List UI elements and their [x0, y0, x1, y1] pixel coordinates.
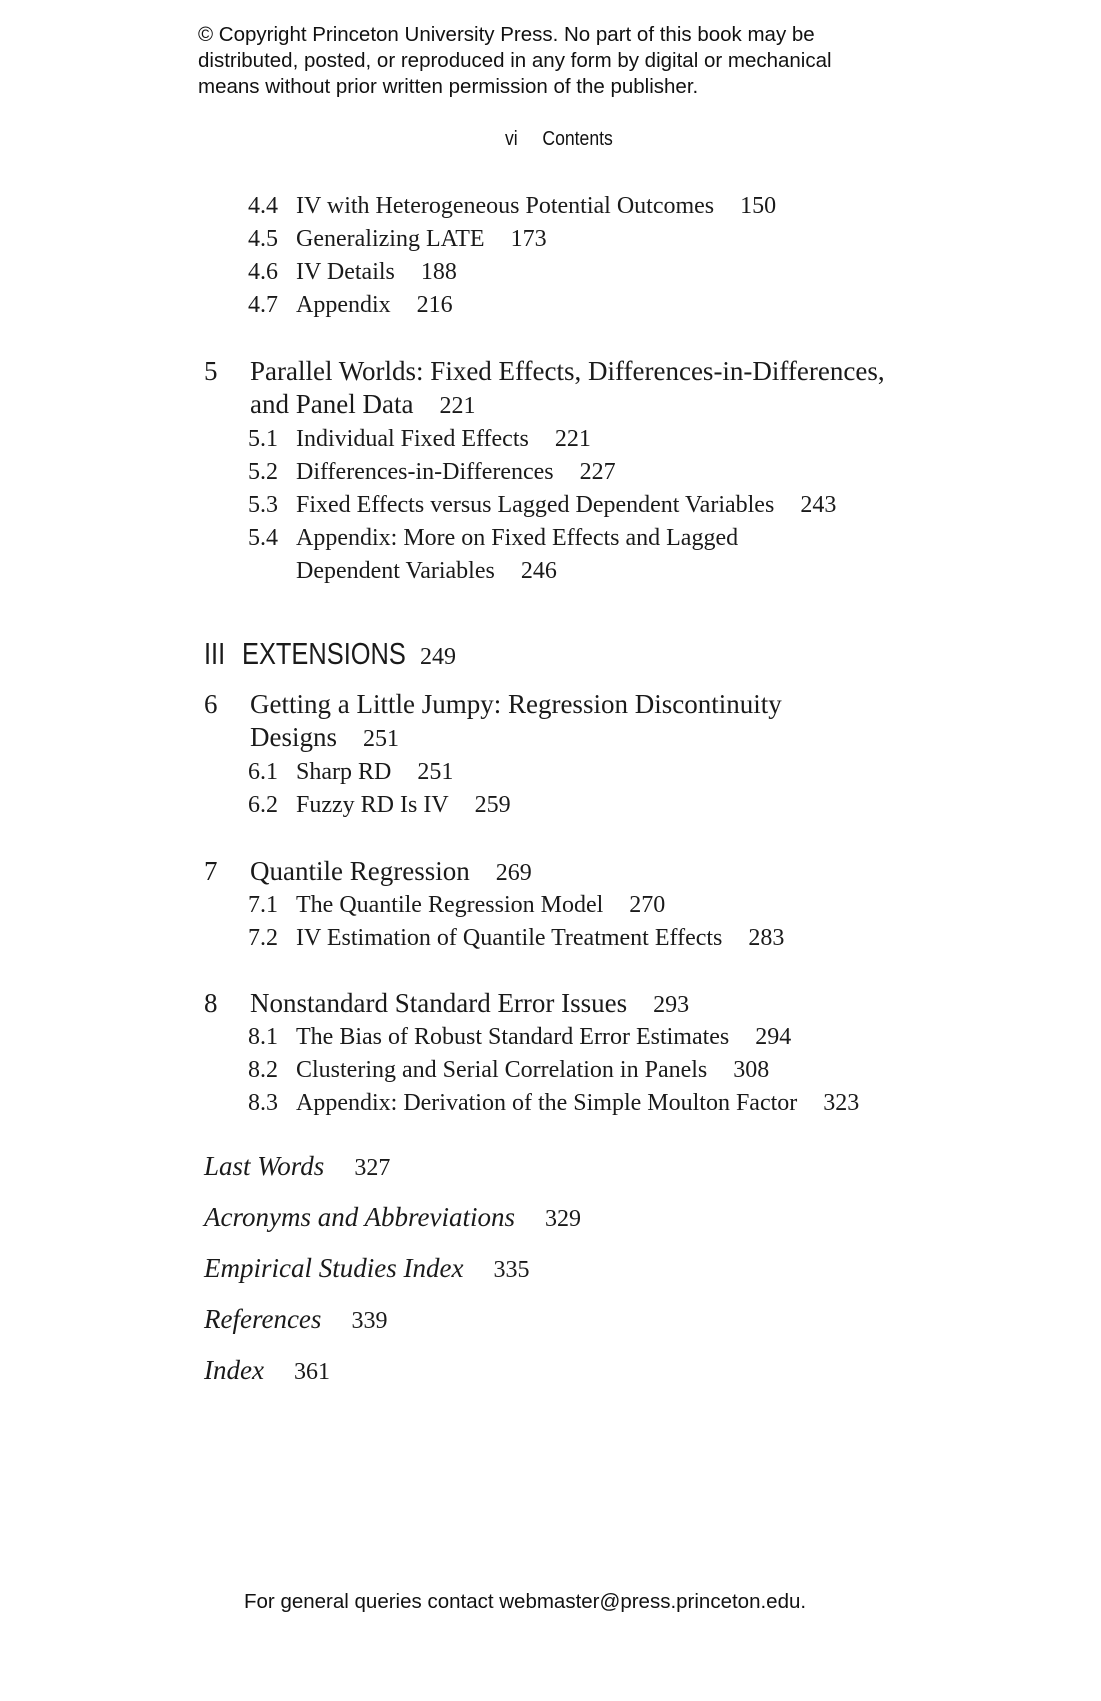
back-matter-page: 327 — [354, 1155, 391, 1181]
section-page: 283 — [748, 925, 785, 951]
section-number: 5.3 — [248, 492, 278, 518]
running-head — [505, 128, 613, 151]
section-number: 5.1 — [248, 426, 278, 452]
section-page: 227 — [579, 459, 616, 485]
toc-section-4-7 — [248, 292, 453, 319]
chapter-title: Getting a Little Jumpy: Regression Discontinuity — [250, 689, 782, 719]
section-title: Appendix: Derivation of the Simple Moulton Factor — [296, 1090, 798, 1116]
section-title: Clustering and Serial Correlation in Panels — [296, 1057, 708, 1083]
section-title: The Quantile Regression Model — [296, 892, 604, 918]
section-page: 173 — [510, 226, 547, 252]
section-number: 5.2 — [248, 459, 278, 485]
toc-section-4-6 — [248, 259, 457, 286]
section-title: Individual Fixed Effects — [296, 426, 529, 452]
section-title: The Bias of Robust Standard Error Estimates — [296, 1024, 730, 1050]
section-page: 270 — [629, 892, 666, 918]
page-folio: vi — [505, 128, 518, 150]
section-number: 8.2 — [248, 1057, 278, 1083]
toc-chapter-7 — [204, 856, 532, 887]
chapter-number: 7 — [204, 856, 218, 886]
section-number: 4.6 — [248, 259, 278, 285]
chapter-title: Parallel Worlds: Fixed Effects, Differences-in-Differences, — [250, 356, 885, 386]
section-page: 246 — [520, 558, 557, 584]
chapter-page: 251 — [363, 726, 399, 752]
back-matter-title: Empirical Studies Index — [204, 1253, 464, 1283]
toc-back-references — [204, 1304, 387, 1335]
section-title: Appendix — [296, 292, 391, 318]
copyright-line: distributed, posted, or reproduced in any form by digital or mechanical — [198, 49, 832, 72]
back-matter-page: 361 — [293, 1359, 330, 1385]
toc-back-last-words — [204, 1151, 390, 1182]
copyright-notice — [198, 22, 918, 100]
section-number: 4.5 — [248, 226, 278, 252]
back-matter-title: Last Words — [204, 1151, 325, 1181]
section-number: 7.2 — [248, 925, 278, 951]
back-matter-title: Acronyms and Abbreviations — [204, 1202, 515, 1232]
chapter-page: 221 — [439, 393, 476, 419]
chapter-page: 293 — [653, 992, 690, 1018]
section-title: IV with Heterogeneous Potential Outcomes — [296, 193, 715, 219]
section-number: 4.7 — [248, 292, 278, 318]
chapter-number: 8 — [204, 988, 218, 1018]
copyright-line: means without prior written permission of the publisher. — [198, 75, 699, 98]
chapter-title-cont: and Panel Data — [250, 389, 414, 419]
section-number: 8.3 — [248, 1090, 278, 1116]
toc-section-5-4 — [248, 525, 738, 552]
section-page: 294 — [755, 1024, 792, 1050]
toc-part-3 — [204, 636, 456, 672]
toc-section-4-5 — [248, 226, 547, 253]
toc-section-5-4-cont — [296, 558, 557, 585]
section-title-cont: Dependent Variables — [296, 558, 495, 584]
section-title: Fixed Effects versus Lagged Dependent Variables — [296, 492, 775, 518]
section-page: 221 — [554, 426, 591, 452]
section-title: Sharp RD — [296, 759, 392, 785]
footer-contact: For general queries contact webmaster@press.princeton.edu. — [244, 1590, 807, 1613]
section-page: 259 — [474, 792, 511, 818]
toc-chapter-5 — [204, 356, 885, 387]
running-head-title: Contents — [542, 128, 613, 150]
part-title: EXTENSIONS — [242, 636, 406, 671]
section-page: 188 — [420, 259, 457, 285]
toc-section-4-4 — [248, 193, 776, 220]
section-title: Generalizing LATE — [296, 226, 485, 252]
section-page: 243 — [800, 492, 837, 518]
toc-section-7-1 — [248, 892, 665, 919]
back-matter-page: 339 — [351, 1308, 388, 1334]
toc-back-acronyms — [204, 1202, 581, 1233]
chapter-number: 6 — [204, 689, 218, 719]
toc-section-5-1 — [248, 426, 591, 453]
section-title: Appendix: More on Fixed Effects and Lagged — [296, 525, 739, 551]
toc-section-8-1 — [248, 1024, 791, 1051]
section-number: 4.4 — [248, 193, 278, 219]
chapter-title-cont: Designs — [250, 722, 337, 752]
toc-back-empirical-studies-index — [204, 1253, 529, 1284]
toc-chapter-8 — [204, 988, 689, 1019]
section-title: Fuzzy RD Is IV — [296, 792, 449, 818]
toc-section-6-1 — [248, 759, 453, 786]
toc-section-6-2 — [248, 792, 511, 819]
section-number: 6.1 — [248, 759, 278, 785]
toc-section-5-3 — [248, 492, 836, 519]
toc-chapter-5-cont — [250, 389, 475, 420]
section-page: 308 — [733, 1057, 770, 1083]
toc-chapter-6-cont — [250, 722, 399, 753]
section-page: 216 — [416, 292, 453, 318]
toc-back-index — [204, 1355, 330, 1386]
part-number: III — [204, 636, 226, 671]
chapter-number: 5 — [204, 356, 218, 386]
section-number: 6.2 — [248, 792, 278, 818]
part-page: 249 — [420, 644, 456, 670]
section-number: 5.4 — [248, 525, 278, 551]
section-page: 251 — [417, 759, 454, 785]
section-number: 7.1 — [248, 892, 278, 918]
back-matter-title: References — [204, 1304, 322, 1334]
toc-section-5-2 — [248, 459, 616, 486]
toc-section-8-2 — [248, 1057, 769, 1084]
section-number: 8.1 — [248, 1024, 278, 1050]
toc-chapter-6 — [204, 689, 782, 720]
chapter-title: Nonstandard Standard Error Issues — [250, 988, 628, 1018]
chapter-page: 269 — [495, 860, 532, 886]
section-title: Differences-in-Differences — [296, 459, 554, 485]
chapter-title: Quantile Regression — [250, 856, 470, 886]
toc-section-7-2 — [248, 925, 784, 952]
back-matter-page: 335 — [493, 1257, 530, 1283]
section-page: 323 — [823, 1090, 860, 1116]
copyright-line: © Copyright Princeton University Press. No part of this book may be — [198, 23, 815, 46]
toc-section-8-3 — [248, 1090, 859, 1117]
section-page: 150 — [740, 193, 777, 219]
section-title: IV Estimation of Quantile Treatment Effects — [296, 925, 723, 951]
back-matter-page: 329 — [544, 1206, 581, 1232]
section-title: IV Details — [296, 259, 395, 285]
back-matter-title: Index — [204, 1355, 264, 1385]
